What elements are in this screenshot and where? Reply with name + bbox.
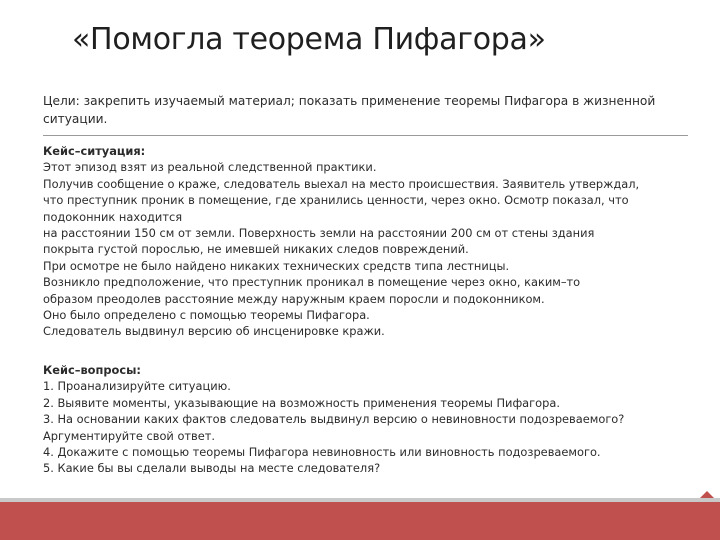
case-question-line: Аргументируйте свой ответ. [43, 428, 216, 443]
goals-text: Цели: закрепить изучаемый материал; показать применение теоремы Пифагора в жизненной ситуации. [43, 94, 656, 126]
case-situation-heading: Кейс–ситуация: [43, 144, 146, 158]
case-situation-line: подоконник находится [43, 209, 183, 224]
case-situation-line: Получив сообщение о краже, следователь выехал на место происшествия. Заявитель утверждал, [43, 176, 640, 191]
case-question-line: 5. Какие бы вы сделали выводы на месте следователя? [43, 461, 381, 476]
case-question-line: 4. Докажите с помощью теоремы Пифагора невиновность или виновность подозреваемого. [43, 444, 601, 459]
section-gap [43, 340, 715, 362]
divider-line [43, 135, 688, 136]
case-situation-line: на расстоянии 150 см от земли. Поверхность земли на расстоянии 200 см от стены здания [43, 226, 595, 241]
case-situation-line: Этот эпизод взят из реальной следственной практики. [43, 160, 377, 175]
bottom-accent-bar [0, 502, 720, 540]
case-situation-line: Возникло предположение, что преступник проникал в помещение через окно, каким–то [43, 275, 581, 290]
case-situation-line: При осмотре не было найдено никаких технических средств типа лестницы. [43, 258, 510, 273]
case-situation-line: Следователь выдвинул версию об инсценировке кражи. [43, 324, 385, 339]
case-question-line: 2. Выявите моменты, указывающие на возможность применения теоремы Пифагора. [43, 395, 560, 410]
case-situation-line: образом преодолев расстояние между наружным краем поросли и подоконником. [43, 291, 545, 306]
case-situation-line: покрыта густой порослью, не имевшей никаких следов повреждений. [43, 242, 469, 257]
case-situation-line: Оно было определено с помощью теоремы Пифагора. [43, 308, 370, 323]
corner-triangle [700, 491, 714, 498]
case-situation-line: что преступник проник в помещение, где хранились ценности, через окно. Осмотр показал, что [43, 193, 629, 208]
case-questions-heading: Кейс–вопросы: [43, 362, 141, 377]
case-question-line: 1. Проанализируйте ситуацию. [43, 379, 231, 394]
case-content [43, 143, 715, 477]
case-question-line: 3. На основании каких фактов следователь выдвинул версию о невиновности подозреваемого? [43, 412, 625, 427]
slide-title: «Помогла теорема Пифагора» [72, 22, 546, 57]
